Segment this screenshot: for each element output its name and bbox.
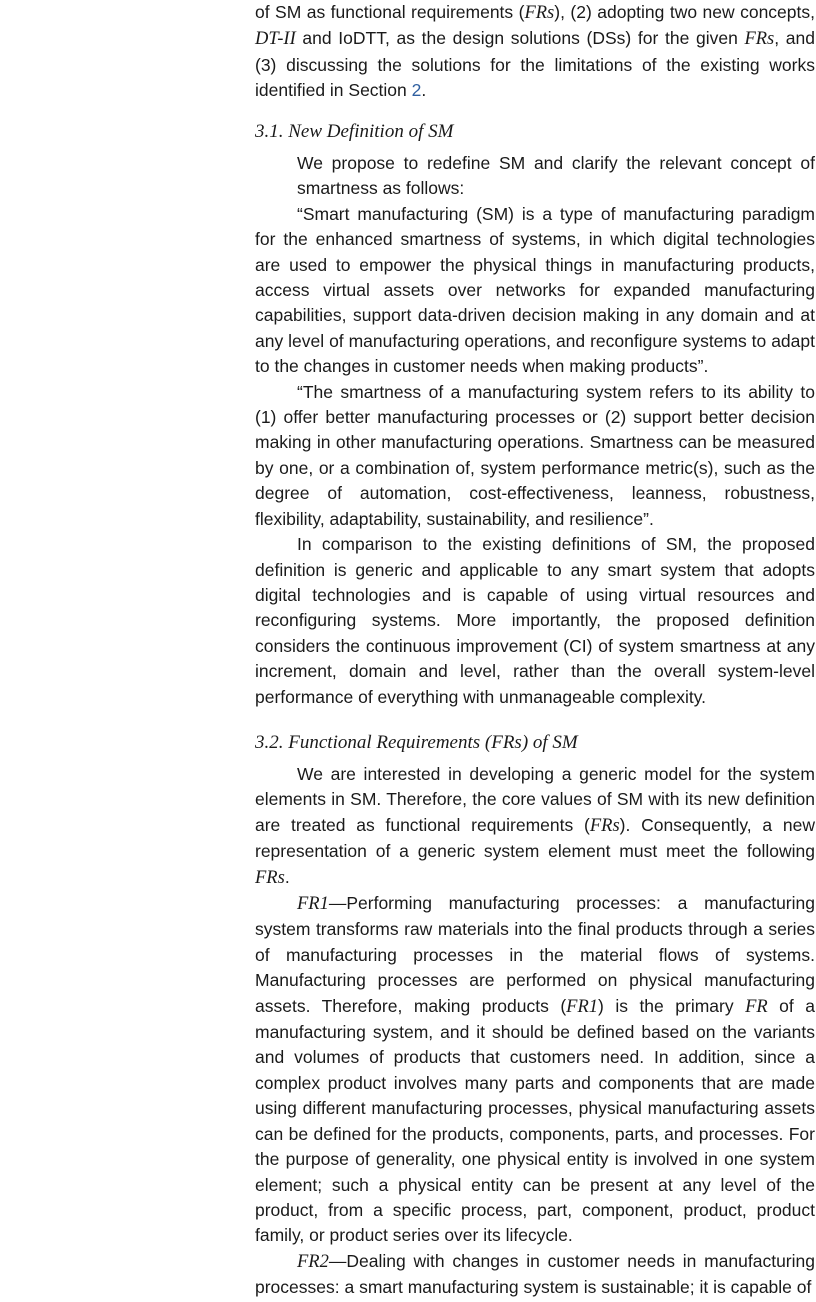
text-run: ). Consequently, a new representation of a generic system element must meet the following (255, 814, 815, 862)
text-run: . (421, 80, 427, 101)
text-run: We are interested in developing a generic model for the system elements in SM. Therefore, the core values of SM with its new definition are treated as functional requirements ( (255, 764, 815, 835)
text-run: , and (3) discussing the solutions for the limitations of the existing works identified in Section (255, 28, 815, 101)
italic-term: FR (745, 996, 768, 1017)
section-3-2-heading-block (255, 731, 815, 755)
section-3-1-body (255, 151, 815, 710)
italic-term: FRs (744, 29, 775, 50)
intro-paragraph (255, 0, 815, 104)
section-3-2-paragraph-fr1 (255, 891, 815, 1249)
text-run: . (284, 866, 290, 887)
section-3-2-paragraph-fr2 (255, 1249, 815, 1301)
italic-term: FR2 (297, 1251, 329, 1272)
italic-term: FR1 (566, 996, 599, 1017)
italic-term: FRs (589, 815, 620, 836)
section-3-1-paragraph-1: We propose to redefine SM and clarify the relevant concept of smartness as follows: (297, 153, 815, 199)
section-3-1-paragraph-2: “Smart manufacturing (SM) is a type of manufacturing paradigm for the enhanced smartness of systems, in which digital technologies are used to empower the physical things in manufacturing products, access virtual assets over networks for expanded manufacturing capabilities, support data-driven decision making in any domain and at any level of manufacturing operations, and reconfigure systems to adapt to the changes in customer needs when making products”. (255, 203, 815, 377)
section-3-1-paragraph-3: “The smartness of a manufacturing system refers to its ability to (1) offer better manufacturing processes or (2) support better decision making in other manufacturing operations. Smartness can be measured by one, or a combination of, system performance metric(s), such as the degree of automation, cost-effectiveness, leanness, robustness, flexibility, adaptability, sustainability, and resilience”. (255, 381, 815, 529)
section-3-2-body (255, 762, 815, 1301)
text-run: ) is the primary (598, 995, 746, 1016)
text-run: ), (2) adopting two new concepts, (554, 2, 815, 22)
text-run: of a manufacturing system, and it should be defined based on the variants and volumes of products that customers need. In addition, since a complex product involves many parts and components that are made using different manufacturing processes, physical manufacturing assets can be defined for the products, components, parts, and processes. For the purpose of generality, one physical entity is involved in one system element; such a physical entity can be present at any level of the product, from a specific process, part, component, product, product family, or product series over its lifecycle. (255, 995, 815, 1246)
italic-term: FRs (524, 3, 555, 23)
section-2-link[interactable]: 2 (411, 80, 422, 101)
section-3-2-paragraph-1 (255, 762, 815, 891)
italic-term: FR1 (297, 894, 329, 915)
text-run: and IoDTT, as the design solutions (DSs) for the given (295, 28, 745, 49)
section-3-1-heading-block (255, 120, 815, 144)
italic-term: DT-II (255, 29, 296, 50)
intro-text (255, 0, 815, 104)
text-run: —Performing manufacturing processes: a manufacturing system transforms raw materials into the final products through a series of manufacturing processes in the material flows of systems. Manufacturing processes are performed on physical manufacturing assets. Therefore, making products ( (255, 893, 815, 1016)
italic-term: FRs (255, 867, 285, 888)
section-3-1-heading: 3.1. New Definition of SM (255, 121, 454, 142)
text-run: of SM as functional requirements ( (255, 2, 525, 22)
section-3-2-heading: 3.2. Functional Requirements (FRs) of SM (255, 732, 578, 753)
text-run: —Dealing with changes in customer needs in manufacturing processes: a smart manufacturing system is sustainable; it is capable of (255, 1250, 815, 1298)
section-3-1-paragraph-4: In comparison to the existing definitions of SM, the proposed definition is generic and applicable to any smart system that adopts digital technologies and is capable of using virtual resources and reconfiguring systems. More importantly, the proposed definition considers the continuous improvement (CI) of system smartness at any increment, domain and level, rather than the overall system-level performance of everything with unmanageable complexity. (255, 534, 815, 707)
